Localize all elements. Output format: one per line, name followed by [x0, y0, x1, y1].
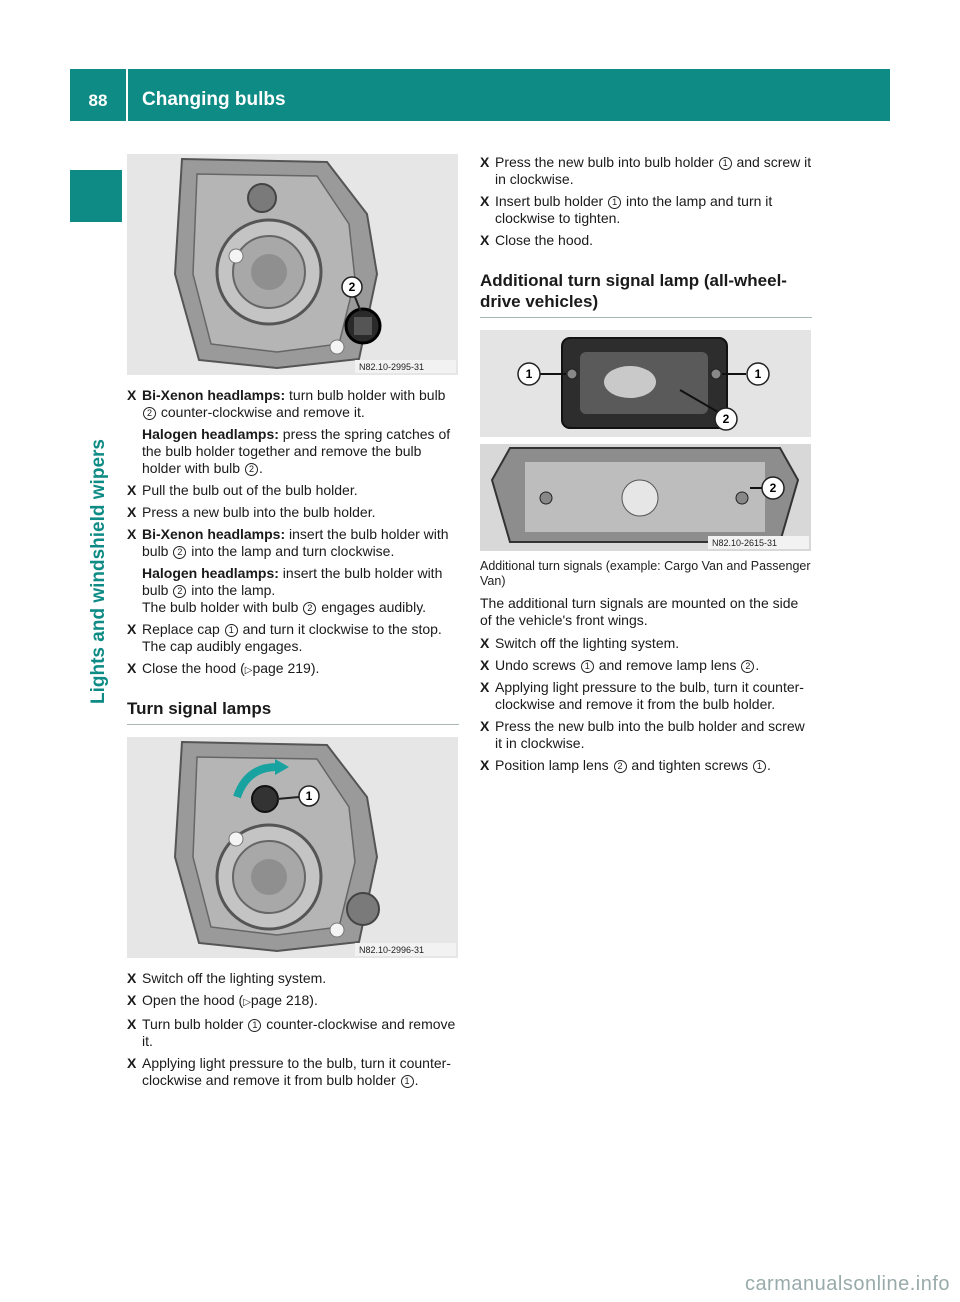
step-halogen-remove: Halogen headlamps: press the spring catches of the bulb holder together and remove the bulb holder with bulb 2 . [142, 426, 451, 476]
ref-marker-2: 2 [173, 546, 186, 559]
additional-lamp-illustration [480, 330, 811, 551]
step-halogen-insert: Halogen headlamps: insert the bulb holder with bulb 2 into the lamp. The bulb holder with bulb 2 engages audibly. [142, 565, 443, 615]
ref-marker-1: 1 [225, 624, 238, 637]
section-rule [127, 724, 459, 725]
callout-1-left: 1 [525, 367, 533, 381]
callout-2-bottom: 2 [769, 481, 777, 495]
step-arrow-icon: X [127, 970, 137, 986]
page-ref-icon: ▷ [243, 997, 251, 1008]
step-press-new-bulb-right: X Press the new bulb into the bulb holder and screw it in clockwise. [480, 718, 805, 751]
step-bixenon-insert: X Bi-Xenon headlamps: insert the bulb holder with bulb 2 into the lamp and turn clockwise. [127, 526, 449, 559]
step-undo-screws: X Undo screws 1 and remove lamp lens 2 . [480, 657, 760, 673]
ref-marker-2: 2 [245, 463, 258, 476]
page-ref-link[interactable]: page 218). [250, 992, 318, 1008]
figure-code-2: N82.10-2996-31 [359, 945, 425, 955]
step-pull-bulb: X Pull the bulb out of the bulb holder. [127, 482, 358, 498]
step-arrow-icon: X [127, 1016, 137, 1032]
step-arrow-icon: X [480, 657, 490, 673]
callout-1-right: 1 [754, 367, 762, 381]
ref-marker-1: 1 [581, 660, 594, 673]
step-arrow-icon: X [480, 154, 490, 170]
figure-code-3: N82.10-2615-31 [712, 538, 778, 548]
step-arrow-icon: X [480, 232, 490, 248]
step-arrow-icon: X [480, 757, 490, 773]
ref-marker-2: 2 [143, 407, 156, 420]
step-switch-off-lights: X Switch off the lighting system. [127, 970, 327, 986]
step-arrow-icon: X [480, 679, 490, 695]
callout-1-fig2: 1 [305, 789, 313, 803]
turn-signal-illustration [127, 737, 458, 958]
step-press-new-bulb: X Press a new bulb into the bulb holder. [127, 504, 376, 520]
step-turn-holder: X Turn bulb holder 1 counter-clockwise and remove it. [127, 1016, 456, 1049]
figure-additional-turn-signal [480, 330, 811, 551]
page-ref-link[interactable]: page 219). [252, 660, 320, 676]
ref-marker-1: 1 [248, 1019, 261, 1032]
figure-headlamp-1 [127, 154, 458, 375]
step-arrow-icon: X [127, 1055, 137, 1071]
ref-marker-1: 1 [753, 760, 766, 773]
step-close-hood: X Close the hood (▷page 219). [127, 660, 320, 676]
ref-marker-2: 2 [303, 602, 316, 615]
figure-caption: Additional turn signals (example: Cargo Van and Passenger Van) [480, 559, 811, 588]
header-divider [126, 69, 128, 121]
step-arrow-icon: X [480, 193, 490, 209]
ref-marker-2: 2 [173, 585, 186, 598]
ref-marker-1: 1 [608, 196, 621, 209]
ref-marker-1: 1 [719, 157, 732, 170]
ref-marker-1: 1 [401, 1075, 414, 1088]
step-press-into-holder: X Press the new bulb into bulb holder 1 and screw it in clockwise. [480, 154, 812, 187]
ref-marker-2: 2 [741, 660, 754, 673]
step-replace-cap: X Replace cap 1 and turn it clockwise to the stop. The cap audibly engages. [127, 621, 442, 654]
side-tab-marker [70, 170, 122, 222]
step-arrow-icon: X [127, 526, 137, 542]
callout-2-fig1: 2 [348, 280, 356, 294]
step-insert-holder: X Insert bulb holder 1 into the lamp and turn it clockwise to tighten. [480, 193, 773, 226]
step-arrow-icon: X [127, 482, 137, 498]
page-ref-icon: ▷ [244, 665, 253, 676]
callout-2-top: 2 [722, 412, 730, 426]
figure-headlamp-2 [127, 737, 458, 958]
step-arrow-icon: X [127, 660, 137, 676]
figure-code-1: N82.10-2995-31 [359, 362, 425, 372]
step-bixenon-remove: X Bi-Xenon headlamps: turn bulb holder with bulb 2 counter-clockwise and remove it. [127, 387, 446, 420]
page-header [70, 69, 890, 121]
step-arrow-icon: X [127, 621, 137, 637]
intro-paragraph: The additional turn signals are mounted on the side of the vehicle's front wings. [480, 595, 799, 628]
step-position-lens: X Position lamp lens 2 and tighten screws 1 . [480, 757, 771, 773]
watermark: carmanualsonline.info [744, 1273, 950, 1295]
side-tab-label: Lights and windshield wipers [88, 439, 109, 704]
page-number: 88 [88, 91, 108, 110]
page-title: Changing bulbs [142, 89, 286, 110]
step-remove-bulb-right: X Applying light pressure to the bulb, turn it counter-clockwise and remove it from the bulb holder. [480, 679, 804, 712]
right-column [480, 154, 812, 779]
left-column [127, 154, 459, 1094]
step-switch-off-lights-right: X Switch off the lighting system. [480, 635, 680, 651]
step-remove-bulb: X Applying light pressure to the bulb, turn it counter-clockwise and remove it from bulb holder 1 . [127, 1055, 451, 1088]
step-arrow-icon: X [127, 992, 137, 1008]
step-arrow-icon: X [480, 635, 490, 651]
step-arrow-icon: X [480, 718, 490, 734]
headlamp-rear-illustration [127, 154, 458, 375]
section-heading-turn-signal: Turn signal lamps [127, 699, 272, 718]
step-arrow-icon: X [127, 387, 137, 403]
ref-marker-2: 2 [614, 760, 627, 773]
step-arrow-icon: X [127, 504, 137, 520]
section-rule [480, 317, 812, 318]
step-open-hood: X Open the hood (▷page 218). [127, 992, 318, 1008]
section-heading-additional-turn-signal: Additional turn signal lamp (all-wheel-drive vehicles) [480, 271, 787, 311]
step-close-hood-right: X Close the hood. [480, 232, 594, 248]
